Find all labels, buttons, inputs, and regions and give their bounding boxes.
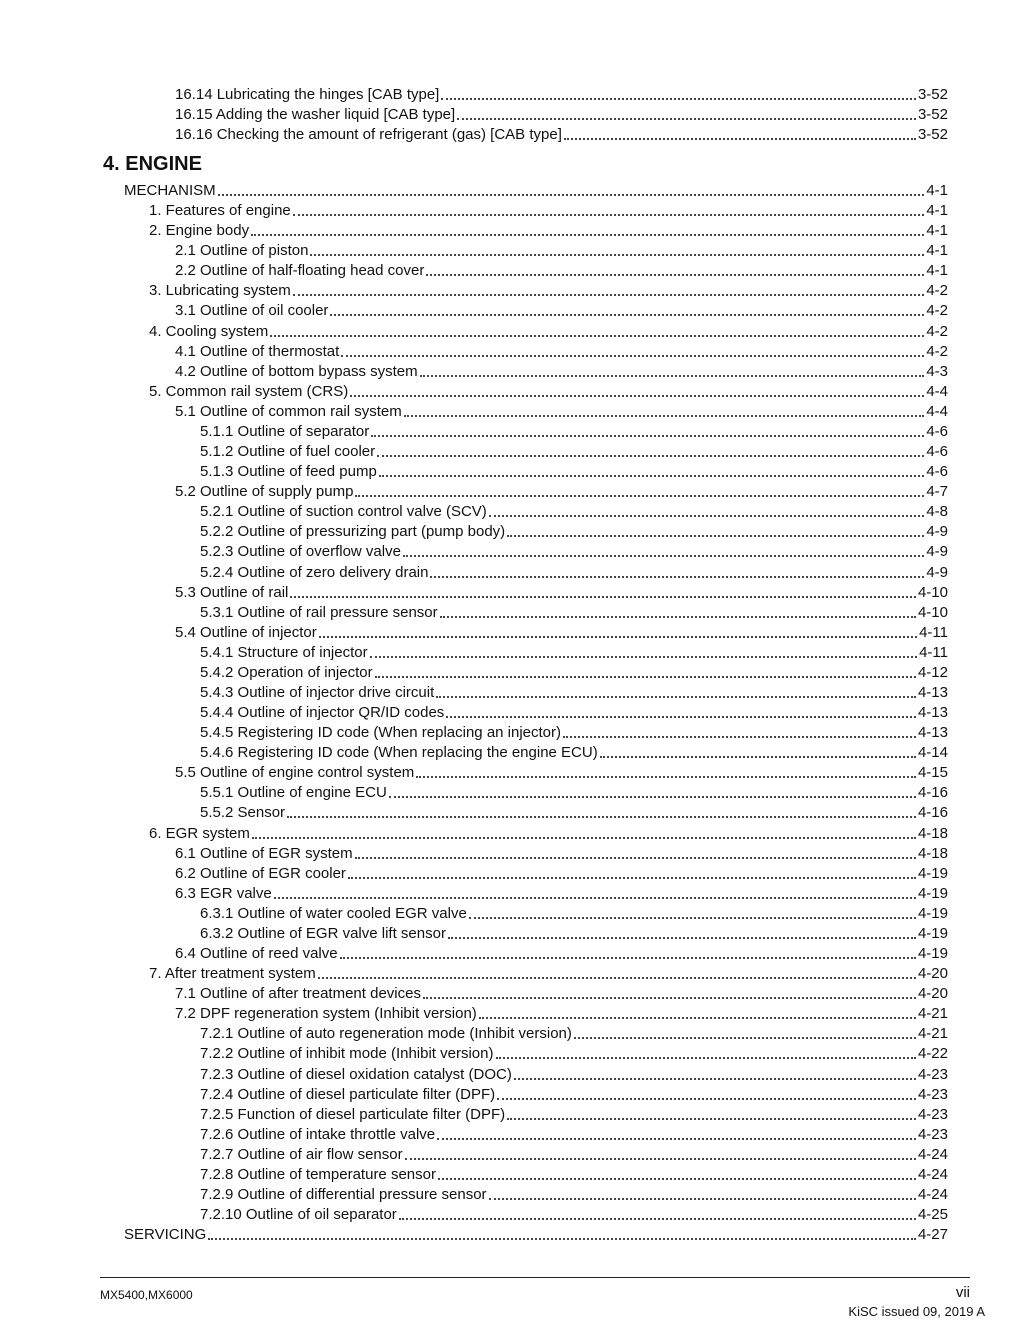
toc-entry-title: 5.1 Outline of common rail system	[175, 402, 402, 420]
toc-entry-page: 4-8	[926, 503, 948, 521]
toc-entry-page: 4-6	[926, 443, 948, 461]
toc-dot-leader	[497, 1098, 916, 1100]
toc-dot-leader	[507, 1118, 916, 1120]
toc-dot-leader	[293, 214, 925, 216]
toc-dot-leader	[293, 294, 925, 296]
toc-entry-title: 3. Lubricating system	[149, 282, 291, 300]
toc-entry-title: 16.16 Checking the amount of refrigerant (gas) [CAB type]	[175, 126, 562, 144]
toc-dot-leader	[574, 1037, 916, 1039]
toc-entry	[200, 521, 948, 541]
toc-entry-page: 4-3	[926, 362, 948, 380]
toc-entry-title: 2. Engine body	[149, 222, 250, 240]
toc-entry-page: 4-2	[926, 302, 948, 320]
toc-entry	[200, 1043, 948, 1063]
toc-entry	[200, 903, 948, 923]
toc-entry-title: 5.4.2 Operation of injector	[200, 663, 373, 681]
toc-entry	[200, 562, 948, 582]
toc-entry-title: 7.2.1 Outline of auto regeneration mode (Inhibit version)	[200, 1025, 572, 1043]
toc-entry-title: 7.2.6 Outline of intake throttle valve	[200, 1125, 436, 1143]
toc-entry-title: 5.5 Outline of engine control system	[175, 764, 415, 782]
toc-entry-page: 4-10	[917, 603, 948, 621]
toc-dot-leader	[389, 796, 916, 798]
toc-entry-page: 4-13	[917, 704, 948, 722]
toc-dot-leader	[420, 375, 925, 377]
toc-entry	[200, 1084, 948, 1104]
toc-dot-leader	[252, 837, 916, 839]
toc-entry-page: 4-19	[917, 884, 948, 902]
toc-entry-title: 5.1.3 Outline of feed pump	[200, 463, 377, 481]
toc-entry-page: 4-9	[926, 523, 948, 541]
toc-entry-page: 4-16	[917, 804, 948, 822]
toc-entry-page: 4-6	[926, 422, 948, 440]
toc-dot-leader	[371, 435, 924, 437]
toc-entry-title: 5.2.4 Outline of zero delivery drain	[200, 563, 429, 581]
toc-entry-title: 5.2.3 Outline of overflow valve	[200, 543, 401, 561]
toc-entry	[175, 124, 948, 144]
toc-entry-title: 6.2 Outline of EGR cooler	[175, 864, 346, 882]
toc-entry-title: 7.2 DPF regeneration system (Inhibit version)	[175, 1005, 477, 1023]
toc-dot-leader	[399, 1218, 916, 1220]
toc-entry-title: MECHANISM	[124, 182, 216, 199]
toc-entry-page: 4-15	[917, 764, 948, 782]
toc-dot-leader	[318, 977, 916, 979]
toc-entry-page: 4-24	[917, 1186, 948, 1203]
toc-dot-leader	[270, 335, 924, 337]
toc-entry-page: 4-1	[926, 242, 948, 260]
toc-entry-title: 4. Cooling system	[149, 322, 269, 340]
toc-entry-title: 7.2.10 Outline of oil separator	[200, 1206, 397, 1224]
toc-entry-page: 4-23	[917, 1105, 948, 1123]
toc-entry-page: 4-22	[917, 1045, 948, 1063]
toc-dot-leader	[330, 314, 924, 316]
toc-entry	[200, 742, 948, 762]
toc-entry	[200, 722, 948, 742]
toc-entry-title: 7.2.9 Outline of differential pressure sensor	[200, 1186, 487, 1203]
toc-entry	[175, 300, 948, 320]
toc-entry-page: 4-24	[917, 1165, 948, 1183]
toc-entry	[175, 341, 948, 361]
toc-dot-leader	[489, 515, 925, 517]
toc-entry-page: 3-52	[917, 126, 948, 144]
toc-dot-leader	[436, 696, 916, 698]
toc-dot-leader	[438, 1178, 916, 1180]
toc-entry	[200, 682, 948, 702]
toc-dot-leader	[469, 917, 916, 919]
toc-entry-title: 5.5.1 Outline of engine ECU	[200, 784, 387, 802]
toc-entry	[175, 943, 948, 963]
toc-entry-title: 7. After treatment system	[149, 965, 316, 983]
toc-dot-leader	[403, 555, 924, 557]
toc-entry-title: 7.2.8 Outline of temperature sensor	[200, 1165, 436, 1183]
toc-entry	[175, 843, 948, 863]
toc-entry-page: 4-27	[917, 1226, 948, 1244]
toc-entry	[175, 84, 948, 104]
toc-entry	[149, 280, 948, 300]
toc-dot-leader	[340, 957, 916, 959]
toc-entry	[149, 321, 948, 341]
toc-entry	[175, 983, 948, 1003]
toc-entry	[200, 1164, 948, 1184]
toc-entry	[149, 220, 948, 240]
toc-entry-title: 6.3.2 Outline of EGR valve lift sensor	[200, 924, 446, 942]
toc-dot-leader	[290, 596, 916, 598]
toc-entry-page: 4-25	[917, 1206, 948, 1224]
toc-dot-leader	[564, 138, 916, 140]
toc-entry-title: 5.4.3 Outline of injector drive circuit	[200, 684, 435, 701]
toc-dot-leader	[489, 1198, 916, 1200]
toc-entry	[200, 541, 948, 561]
toc-entry	[200, 1064, 948, 1084]
toc-entry	[200, 501, 948, 521]
toc-entry-title: 6.1 Outline of EGR system	[175, 844, 353, 862]
toc-entry-page: 4-12	[917, 663, 948, 681]
toc-dot-leader	[404, 415, 925, 417]
toc-entry-title: 5.4.1 Structure of injector	[200, 643, 368, 661]
toc-entry-title: 16.14 Lubricating the hinges [CAB type]	[175, 86, 440, 103]
toc-entry-page: 4-2	[926, 342, 948, 360]
toc-entry-title: 2.1 Outline of piston	[175, 242, 309, 260]
toc-entry-page: 4-9	[926, 543, 948, 561]
toc-entry	[200, 642, 948, 662]
toc-dot-leader	[437, 1138, 916, 1140]
toc-entry-title: 6.3 EGR valve	[175, 884, 272, 902]
toc-entry-page: 4-9	[926, 563, 948, 581]
toc-dot-leader	[426, 274, 924, 276]
toc-entry-title: 5.4 Outline of injector	[175, 623, 317, 641]
toc-entry-page: 4-6	[926, 463, 948, 481]
toc-entry-title: 7.2.7 Outline of air flow sensor	[200, 1145, 403, 1163]
toc-entry	[175, 582, 948, 602]
toc-entry-page: 4-19	[917, 864, 948, 882]
toc-dot-leader	[441, 98, 916, 100]
toc-entry-page: 4-20	[917, 985, 948, 1003]
toc-dot-leader	[379, 475, 925, 477]
toc-entry-title: 5.4.5 Registering ID code (When replacing an injector)	[200, 724, 562, 742]
toc-entry-page: 4-1	[926, 182, 948, 199]
toc-entry-title: 3.1 Outline of oil cooler	[175, 302, 329, 320]
toc-entry	[175, 883, 948, 903]
toc-entry-page: 4-7	[926, 483, 948, 501]
toc-dot-leader	[370, 656, 917, 658]
toc-dot-leader	[208, 1238, 916, 1240]
toc-entry-title: 7.1 Outline of after treatment devices	[175, 985, 421, 1003]
toc-entry-page: 4-11	[919, 623, 948, 641]
toc-entry-title: 5.1.1 Outline of separator	[200, 422, 370, 440]
toc-entry-page: 4-19	[917, 945, 948, 963]
toc-entry	[200, 1184, 948, 1204]
toc-entry-page: 4-19	[917, 904, 948, 922]
toc-dot-leader	[440, 616, 916, 618]
toc-entry-title: 5.5.2 Sensor	[200, 804, 286, 822]
toc-dot-leader	[377, 455, 924, 457]
toc-entry-page: 4-2	[926, 322, 948, 340]
toc-dot-leader	[375, 676, 916, 678]
toc-entry	[200, 802, 948, 822]
toc-entry	[175, 1003, 948, 1023]
toc-entry-page: 4-23	[917, 1065, 948, 1083]
toc-entry-title: 6.4 Outline of reed valve	[175, 945, 338, 963]
toc-entry-title: 5. Common rail system (CRS)	[149, 382, 349, 400]
toc-entry-title: 5.2.2 Outline of pressurizing part (pump body)	[200, 523, 506, 541]
toc-entry-title: 7.2.3 Outline of diesel oxidation catalyst (DOC)	[200, 1065, 512, 1083]
toc-entry	[175, 361, 948, 381]
toc-entry	[200, 1124, 948, 1144]
toc-dot-leader	[600, 756, 916, 758]
toc-dot-leader	[355, 495, 924, 497]
toc-entry-page: 4-14	[917, 744, 948, 762]
toc-entry	[200, 1104, 948, 1124]
toc-dot-leader	[446, 716, 916, 718]
toc-entry-title: 5.4.6 Registering ID code (When replacing the engine ECU)	[200, 744, 598, 762]
toc-entry	[175, 401, 948, 421]
toc-entry	[200, 441, 948, 461]
toc-entry-page: 3-52	[917, 86, 948, 103]
toc-entry-title: 2.2 Outline of half-floating head cover	[175, 262, 425, 280]
toc-entry-page: 4-23	[917, 1085, 948, 1103]
toc-entry-page: 4-13	[917, 684, 948, 701]
toc-dot-leader	[251, 234, 924, 236]
toc-entry-title: 4.1 Outline of thermostat	[175, 342, 340, 360]
toc-entry-page: 4-4	[926, 382, 948, 400]
toc-dot-leader	[457, 118, 916, 120]
toc-entry-title: 7.2.5 Function of diesel particulate filter (DPF)	[200, 1105, 506, 1123]
toc-entry-title: 5.2.1 Outline of suction control valve (SCV)	[200, 503, 487, 521]
toc-entry	[175, 622, 948, 642]
toc-entry	[200, 662, 948, 682]
toc-entry	[124, 1224, 948, 1244]
toc-dot-leader	[514, 1078, 916, 1080]
toc-entry	[200, 702, 948, 722]
toc-dot-leader	[341, 355, 924, 357]
toc-entry-page: 4-13	[917, 724, 948, 742]
toc-dot-leader	[350, 395, 924, 397]
toc-entry-title: 5.4.4 Outline of injector QR/ID codes	[200, 704, 445, 722]
toc-entry-title: 5.3.1 Outline of rail pressure sensor	[200, 603, 438, 621]
toc-dot-leader	[496, 1057, 916, 1059]
toc-dot-leader	[423, 997, 916, 999]
footer-divider	[100, 1277, 970, 1278]
toc-dot-leader	[448, 937, 916, 939]
footer-page-number: vii	[955, 1284, 970, 1301]
toc-dot-leader	[348, 877, 916, 879]
toc-entry	[175, 762, 948, 782]
toc-entry	[200, 782, 948, 802]
toc-entry	[124, 180, 948, 200]
toc-entry	[200, 1023, 948, 1043]
toc-entry-page: 4-21	[917, 1005, 948, 1023]
toc-entry	[149, 963, 948, 983]
toc-entry-page: 4-24	[917, 1145, 948, 1163]
toc-entry-page: 4-1	[926, 222, 948, 240]
toc-entry	[149, 200, 948, 220]
toc-dot-leader	[319, 636, 917, 638]
toc-entry-title: 5.2 Outline of supply pump	[175, 483, 354, 501]
toc-entry-title: 4.2 Outline of bottom bypass system	[175, 362, 418, 380]
toc-entry-page: 4-10	[917, 583, 948, 601]
toc-entry-title: 5.3 Outline of rail	[175, 583, 289, 601]
toc-entry	[149, 381, 948, 401]
toc-dot-leader	[507, 535, 924, 537]
toc-entry	[200, 923, 948, 943]
toc-entry-title: 6. EGR system	[149, 824, 250, 842]
toc-entry-title: 7.2.2 Outline of inhibit mode (Inhibit version)	[200, 1045, 494, 1063]
toc-entry-page: 4-16	[917, 784, 948, 802]
toc-entry	[175, 863, 948, 883]
toc-entry	[175, 240, 948, 260]
section-heading: 4. ENGINE	[103, 153, 202, 175]
toc-entry-title: 5.1.2 Outline of fuel cooler	[200, 443, 376, 461]
toc-entry-page: 4-1	[926, 202, 948, 220]
toc-dot-leader	[479, 1017, 916, 1019]
toc-entry-page: 4-11	[919, 643, 948, 661]
toc-entry	[175, 481, 948, 501]
toc-dot-leader	[355, 857, 916, 859]
toc-entry	[200, 1204, 948, 1224]
toc-entry-page: 4-2	[926, 282, 948, 300]
toc-entry	[200, 1144, 948, 1164]
toc-entry	[175, 104, 948, 124]
toc-entry-page: 4-21	[917, 1025, 948, 1043]
toc-entry-page: 3-52	[917, 106, 948, 124]
toc-entry-page: 4-20	[917, 965, 948, 983]
toc-dot-leader	[430, 576, 924, 578]
toc-entry	[175, 260, 948, 280]
toc-dot-leader	[287, 816, 916, 818]
toc-dot-leader	[563, 736, 916, 738]
toc-entry	[200, 461, 948, 481]
toc-entry-title: SERVICING	[124, 1226, 207, 1244]
toc-entry-page: 4-18	[917, 824, 948, 842]
toc-entry	[200, 602, 948, 622]
toc-dot-leader	[405, 1158, 916, 1160]
toc-dot-leader	[218, 194, 925, 196]
toc-entry-page: 4-1	[926, 262, 948, 280]
footer-issue: KiSC issued 09, 2019 A	[848, 1304, 985, 1319]
toc-entry-title: 16.15 Adding the washer liquid [CAB type]	[175, 106, 456, 124]
toc-dot-leader	[310, 254, 924, 256]
toc-dot-leader	[274, 897, 916, 899]
toc-entry-page: 4-23	[917, 1125, 948, 1143]
footer-model: MX5400,MX6000	[100, 1288, 193, 1302]
toc-dot-leader	[416, 776, 916, 778]
toc-entry-page: 4-19	[917, 924, 948, 942]
toc-entry-page: 4-4	[926, 402, 948, 420]
toc-entry	[200, 421, 948, 441]
toc-entry-title: 1. Features of engine	[149, 202, 291, 220]
toc-entry	[149, 823, 948, 843]
toc-entry-page: 4-18	[917, 844, 948, 862]
toc-entry-title: 6.3.1 Outline of water cooled EGR valve	[200, 904, 467, 922]
toc-entry-title: 7.2.4 Outline of diesel particulate filter (DPF)	[200, 1085, 496, 1103]
